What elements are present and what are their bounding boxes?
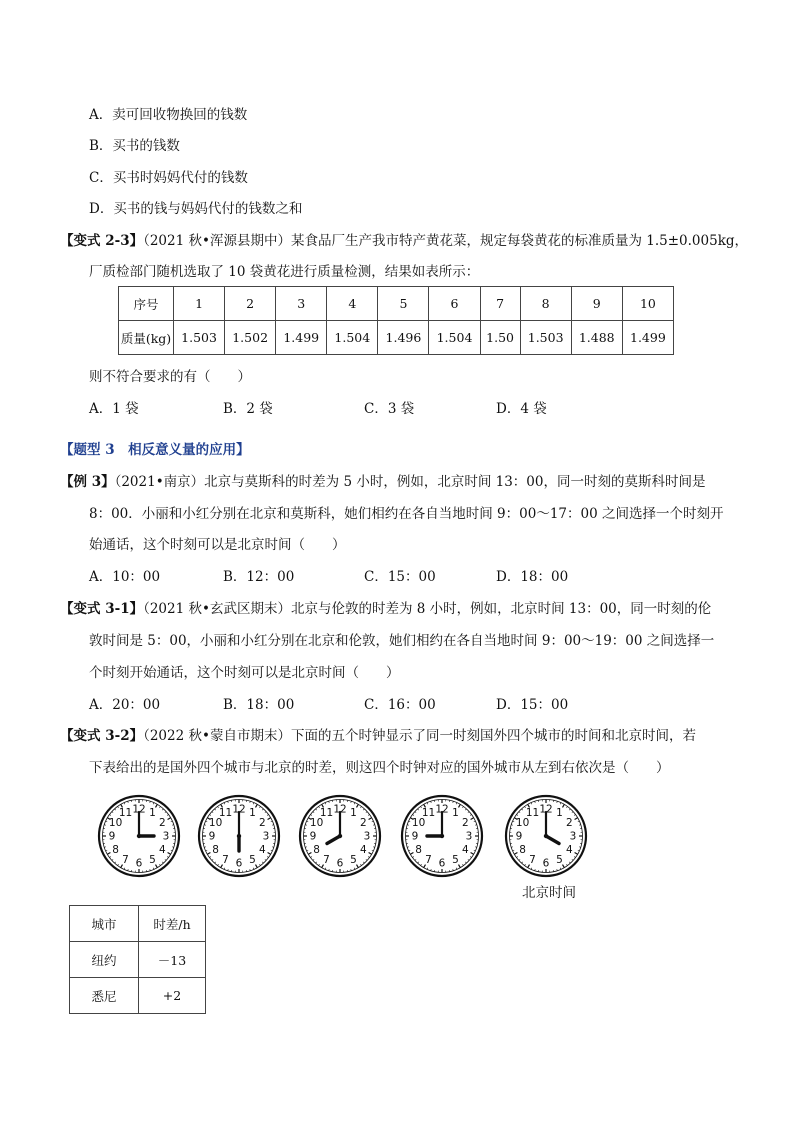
clock-tick: [427, 868, 428, 870]
clock-tick: [468, 812, 469, 813]
clock-tick: [415, 859, 416, 860]
clock-tick: [574, 856, 575, 857]
clock-face-3: [298, 794, 382, 878]
clock-tick: [267, 856, 268, 857]
clock-tick: [578, 821, 580, 822]
clock-number: 7: [222, 853, 229, 866]
clock-tick: [354, 803, 355, 805]
clock-tick: [519, 812, 520, 813]
clock-tick: [209, 815, 210, 816]
option-c: C．16：00: [364, 697, 436, 713]
clock-number: 10: [208, 817, 223, 830]
clock-tick: [168, 853, 171, 855]
clock-tick: [412, 856, 413, 857]
table-head-diff: 时差/h: [139, 906, 206, 942]
clock-number: 9: [208, 830, 216, 843]
clock-tick: [253, 803, 254, 805]
clock-tick: [354, 868, 355, 870]
table-cell: 4: [327, 287, 378, 321]
example-tag: 【例 3】: [60, 474, 115, 490]
clock-tick: [421, 864, 422, 865]
clock-tick: [468, 859, 469, 860]
clock-tick: [224, 868, 225, 870]
clock-tick: [316, 862, 317, 863]
clock-number: 4: [259, 844, 266, 857]
table-cell: 2: [225, 287, 276, 321]
clock-tick: [368, 815, 369, 816]
clock-number: 5: [452, 853, 459, 866]
clock-center: [440, 834, 444, 838]
table-cell: 1.496: [378, 321, 429, 355]
option-a: A．10：00: [89, 569, 161, 585]
clock-number: 8: [112, 844, 119, 857]
option-b: B．18：00: [223, 697, 295, 713]
section-title: 【题型 3 相反意义量的应用】: [60, 442, 250, 458]
option-b: B．买书的钱数: [89, 138, 180, 154]
clock-number: 8: [519, 844, 526, 857]
clock-tick: [310, 815, 311, 816]
clock-tick: [513, 850, 515, 851]
table-cell: 1.499: [622, 321, 673, 355]
clock-tick: [522, 809, 523, 810]
variant-3-2-line1: 【变式 3-2】（2022 秋•蒙自市期末）下面的五个时钟显示了同一时刻国外四个城市的时间和北京时间，若: [60, 728, 696, 744]
clock-tick: [224, 803, 225, 805]
clock-number: 11: [421, 807, 436, 820]
clock-number: 3: [465, 830, 473, 843]
variant-2-3-options: [89, 397, 547, 417]
option-a: A．20：00: [89, 697, 161, 713]
clock-tick: [207, 853, 210, 855]
table-head-mass: 质量(kg): [119, 321, 174, 355]
table-cell-city: 纽约: [70, 942, 139, 978]
clock-number: 4: [360, 844, 367, 857]
clock-tick: [471, 853, 474, 855]
clock-tick: [412, 815, 413, 816]
clock-tick: [574, 815, 575, 816]
clock-tick: [313, 812, 314, 813]
clock-tick: [410, 853, 413, 855]
option-d: D．18：00: [496, 569, 569, 585]
clock-tick: [167, 856, 168, 857]
clock-tick: [159, 806, 160, 807]
option-b: B．12：00: [223, 569, 295, 585]
table-cell: 5: [378, 287, 429, 321]
table-cell: 1.50: [480, 321, 520, 355]
clock-number: 1: [452, 807, 459, 820]
clock-tick: [109, 856, 110, 857]
clock-tick: [415, 812, 416, 813]
clock-tick: [456, 803, 457, 805]
clock-number: 8: [415, 844, 422, 857]
variant-3-1-line1: 【变式 3-1】（2021 秋•玄武区期末）北京与伦敦的时差为 8 小时，例如，北京时间 13：00，同一时刻的伦: [60, 601, 712, 617]
clock-tick: [418, 862, 419, 863]
clock-tick: [372, 850, 374, 851]
clock-number: 7: [529, 853, 536, 866]
clock-tick: [572, 859, 573, 860]
clock-tick: [409, 850, 411, 851]
table-cell: 1.504: [327, 321, 378, 355]
clock-tick: [560, 868, 561, 870]
clock-tick: [212, 812, 213, 813]
example-3-options: [89, 565, 568, 585]
clock-tick: [107, 853, 110, 855]
clock-tick: [418, 809, 419, 810]
clock-tick: [474, 850, 476, 851]
clock-face-1: [97, 794, 181, 878]
clock-number: 1: [149, 807, 156, 820]
clock-tick: [159, 864, 160, 865]
clock-number: 8: [313, 844, 320, 857]
clock-number: 11: [118, 807, 133, 820]
clock-tick: [115, 809, 116, 810]
clock-tick: [316, 809, 317, 810]
table-row: [70, 978, 206, 1014]
clock-number: 6: [235, 857, 243, 870]
clock-tick: [267, 815, 268, 816]
clock-tick: [307, 850, 309, 851]
clock-tick: [578, 850, 580, 851]
clock-number: 11: [525, 807, 540, 820]
clock-tick: [268, 853, 271, 855]
mass-table: [118, 286, 674, 355]
clock-center: [544, 834, 548, 838]
clock-tick: [215, 809, 216, 810]
time-diff-table: [69, 905, 206, 1014]
clock-face-beijing: [504, 794, 588, 878]
clock-number: 3: [569, 830, 577, 843]
clock-face-2: [197, 794, 281, 878]
clock-tick: [271, 821, 273, 822]
clock-tick: [531, 868, 532, 870]
variant-2-3-line1: 【变式 2-3】（2021 秋•浑源县期中）某食品厂生产我市特产黄花菜，规定每袋黄花的标准质量为 1.5±0.005kg，: [60, 233, 749, 249]
table-cell-diff: －13: [139, 942, 206, 978]
clock-tick: [162, 862, 163, 863]
clock-number: 12: [435, 803, 449, 816]
clock-tick: [262, 862, 263, 863]
variant-3-2-line2: 下表给出的是国外四个城市与北京的时差，则这四个时钟对应的国外城市从左到右依次是（ ）: [89, 760, 670, 776]
clock-number: 12: [539, 803, 553, 816]
clock-tick: [171, 850, 173, 851]
clock-tick: [560, 803, 561, 805]
clock-tick: [366, 812, 367, 813]
clock-number: 8: [212, 844, 219, 857]
clock-tick: [513, 821, 515, 822]
option-d: D．4 袋: [496, 401, 547, 417]
table-cell: 1.503: [174, 321, 225, 355]
clock-tick: [168, 818, 171, 820]
clock-face-4: [400, 794, 484, 878]
clock-number: 5: [149, 853, 156, 866]
clock-tick: [369, 853, 372, 855]
clock-tick: [360, 864, 361, 865]
clock-tick: [153, 803, 154, 805]
clock-tick: [525, 864, 526, 865]
clock-tick: [566, 864, 567, 865]
clock-tick: [575, 853, 578, 855]
clock-number: 7: [122, 853, 129, 866]
option-a: A．1 袋: [89, 401, 139, 417]
clock-tick: [268, 818, 271, 820]
beijing-time-label: 北京时间: [522, 885, 576, 901]
clock-tick: [465, 809, 466, 810]
clock-number: 11: [319, 807, 334, 820]
clock-tick: [171, 821, 173, 822]
table-cell: 10: [622, 287, 673, 321]
clock-tick: [124, 803, 125, 805]
table-cell: 3: [276, 287, 327, 321]
table-cell: 1.503: [520, 321, 571, 355]
clock-tick: [366, 859, 367, 860]
clock-tick: [516, 815, 517, 816]
clock-number: 4: [159, 844, 166, 857]
clock-tick: [470, 815, 471, 816]
clock-tick: [218, 864, 219, 865]
option-d: D．15：00: [496, 697, 569, 713]
hour-hand: [327, 836, 340, 844]
clock-number: 7: [323, 853, 330, 866]
option-c: C．15：00: [364, 569, 436, 585]
clock-center: [237, 834, 241, 838]
table-cell-city: 悉尼: [70, 978, 139, 1014]
clock-tick: [259, 864, 260, 865]
clock-number: 12: [333, 803, 347, 816]
table-cell: 9: [571, 287, 622, 321]
clock-tick: [575, 818, 578, 820]
clock-number: 10: [411, 817, 426, 830]
clock-number: 6: [438, 857, 446, 870]
clock-tick: [319, 864, 320, 865]
table-row-mass: [119, 321, 674, 355]
clock-tick: [368, 856, 369, 857]
clock-number: 6: [336, 857, 344, 870]
clock-number: 3: [363, 830, 371, 843]
option-d: D．买书的钱与妈妈代付的钱数之和: [89, 201, 303, 217]
clock-tick: [566, 806, 567, 807]
option-c: C．买书时妈妈代付的钱数: [89, 170, 248, 186]
clock-tick: [212, 859, 213, 860]
clock-tick: [427, 803, 428, 805]
clock-center: [137, 834, 141, 838]
table-cell: 1.502: [225, 321, 276, 355]
clock-number: 5: [249, 853, 256, 866]
table-cell: 8: [520, 287, 571, 321]
clock-tick: [372, 821, 374, 822]
table-cell-diff: +2: [139, 978, 206, 1014]
clock-tick: [313, 859, 314, 860]
clock-tick: [259, 806, 260, 807]
clock-tick: [112, 812, 113, 813]
clock-center: [338, 834, 342, 838]
clock-tick: [115, 862, 116, 863]
clock-number: 11: [218, 807, 233, 820]
clock-tick: [106, 821, 108, 822]
clock-tick: [572, 812, 573, 813]
clock-tick: [369, 818, 372, 820]
clock-tick: [531, 803, 532, 805]
clock-tick: [165, 859, 166, 860]
clock-number: 2: [360, 817, 367, 830]
example-3-line1: 【例 3】（2021•南京）北京与莫斯科的时差为 5 小时，例如，北京时间 13：00，同一时刻的莫斯科时间是: [60, 474, 706, 490]
variant-2-3-line2: 厂质检部门随机选取了 10 袋黄花进行质量检测，结果如表所示：: [89, 264, 480, 280]
option-a: A．卖可回收物换回的钱数: [89, 107, 248, 123]
clock-number: 2: [566, 817, 573, 830]
variant-tag: 【变式 3-1】: [60, 601, 144, 617]
clock-tick: [363, 809, 364, 810]
clock-tick: [456, 868, 457, 870]
clock-tick: [118, 864, 119, 865]
clock-number: 6: [542, 857, 550, 870]
clock-number: 12: [232, 803, 246, 816]
clock-tick: [474, 821, 476, 822]
clock-number: 2: [159, 817, 166, 830]
table-cell: 6: [429, 287, 480, 321]
clock-number: 9: [309, 830, 317, 843]
clock-tick: [265, 859, 266, 860]
clock-number: 5: [350, 853, 357, 866]
clock-tick: [465, 862, 466, 863]
table-row-index: [119, 287, 674, 321]
clock-tick: [167, 815, 168, 816]
example-3-line3: 始通话，这个时刻可以是北京时间（ ）: [89, 537, 346, 553]
table-row: [70, 942, 206, 978]
clock-number: 9: [411, 830, 419, 843]
clock-tick: [516, 856, 517, 857]
clock-tick: [271, 850, 273, 851]
clock-number: 10: [309, 817, 324, 830]
table-header-row: [70, 906, 206, 942]
clock-number: 7: [425, 853, 432, 866]
option-c: C．3 袋: [364, 401, 415, 417]
clock-tick: [409, 821, 411, 822]
clock-number: 1: [350, 807, 357, 820]
clock-number: 10: [515, 817, 530, 830]
hour-hand: [546, 836, 559, 844]
variant-tag: 【变式 2-3】: [60, 233, 144, 249]
clock-tick: [109, 815, 110, 816]
clock-number: 4: [462, 844, 469, 857]
variant-3-1-line2: 敦时间是 5：00，小丽和小红分别在北京和伦敦，她们相约在各自当地时间 9：00～19：00 之间选择一: [89, 633, 715, 649]
clock-number: 12: [132, 803, 146, 816]
option-b: B．2 袋: [223, 401, 273, 417]
clock-tick: [112, 859, 113, 860]
variant-2-3-question: 则不符合要求的有（ ）: [89, 369, 251, 385]
table-cell: 1.499: [276, 321, 327, 355]
clock-tick: [522, 862, 523, 863]
clock-number: 2: [259, 817, 266, 830]
clock-tick: [470, 856, 471, 857]
clock-tick: [514, 853, 517, 855]
clock-tick: [462, 864, 463, 865]
clock-tick: [569, 862, 570, 863]
clock-number: 9: [515, 830, 523, 843]
clock-tick: [162, 809, 163, 810]
example-3-line2: 8：00．小丽和小红分别在北京和莫斯科，她们相约在各自当地时间 9：00～17：00 之间选择一个时刻开: [89, 506, 724, 522]
clock-tick: [206, 850, 208, 851]
variant-3-1-options: [89, 693, 568, 713]
clock-tick: [363, 862, 364, 863]
variant-tag: 【变式 3-2】: [60, 728, 144, 744]
clock-tick: [215, 862, 216, 863]
table-head-index: 序号: [119, 287, 174, 321]
variant-3-1-line3: 个时刻开始通话，这个时刻可以是北京时间（ ）: [89, 665, 400, 681]
table-cell: 1.488: [571, 321, 622, 355]
clock-number: 5: [556, 853, 563, 866]
table-cell: 1.504: [429, 321, 480, 355]
clock-tick: [209, 856, 210, 857]
clock-tick: [124, 868, 125, 870]
clock-tick: [262, 809, 263, 810]
clock-tick: [325, 868, 326, 870]
clock-number: 1: [249, 807, 256, 820]
clock-tick: [310, 856, 311, 857]
clock-tick: [519, 859, 520, 860]
clock-number: 2: [462, 817, 469, 830]
clock-number: 4: [566, 844, 573, 857]
table-head-city: 城市: [70, 906, 139, 942]
clock-tick: [569, 809, 570, 810]
clock-number: 3: [162, 830, 170, 843]
clock-tick: [360, 806, 361, 807]
clock-number: 9: [108, 830, 116, 843]
clock-tick: [153, 868, 154, 870]
clock-tick: [471, 818, 474, 820]
clock-tick: [265, 812, 266, 813]
table-cell: 7: [480, 287, 520, 321]
clock-number: 3: [262, 830, 270, 843]
clock-tick: [206, 821, 208, 822]
clock-tick: [307, 821, 309, 822]
table-cell: 1: [174, 287, 225, 321]
clock-tick: [106, 850, 108, 851]
clock-number: 6: [135, 857, 143, 870]
clock-number: 1: [556, 807, 563, 820]
clock-tick: [253, 868, 254, 870]
clock-tick: [462, 806, 463, 807]
clock-tick: [308, 853, 311, 855]
clock-tick: [325, 803, 326, 805]
clock-tick: [165, 812, 166, 813]
clock-number: 10: [108, 817, 123, 830]
